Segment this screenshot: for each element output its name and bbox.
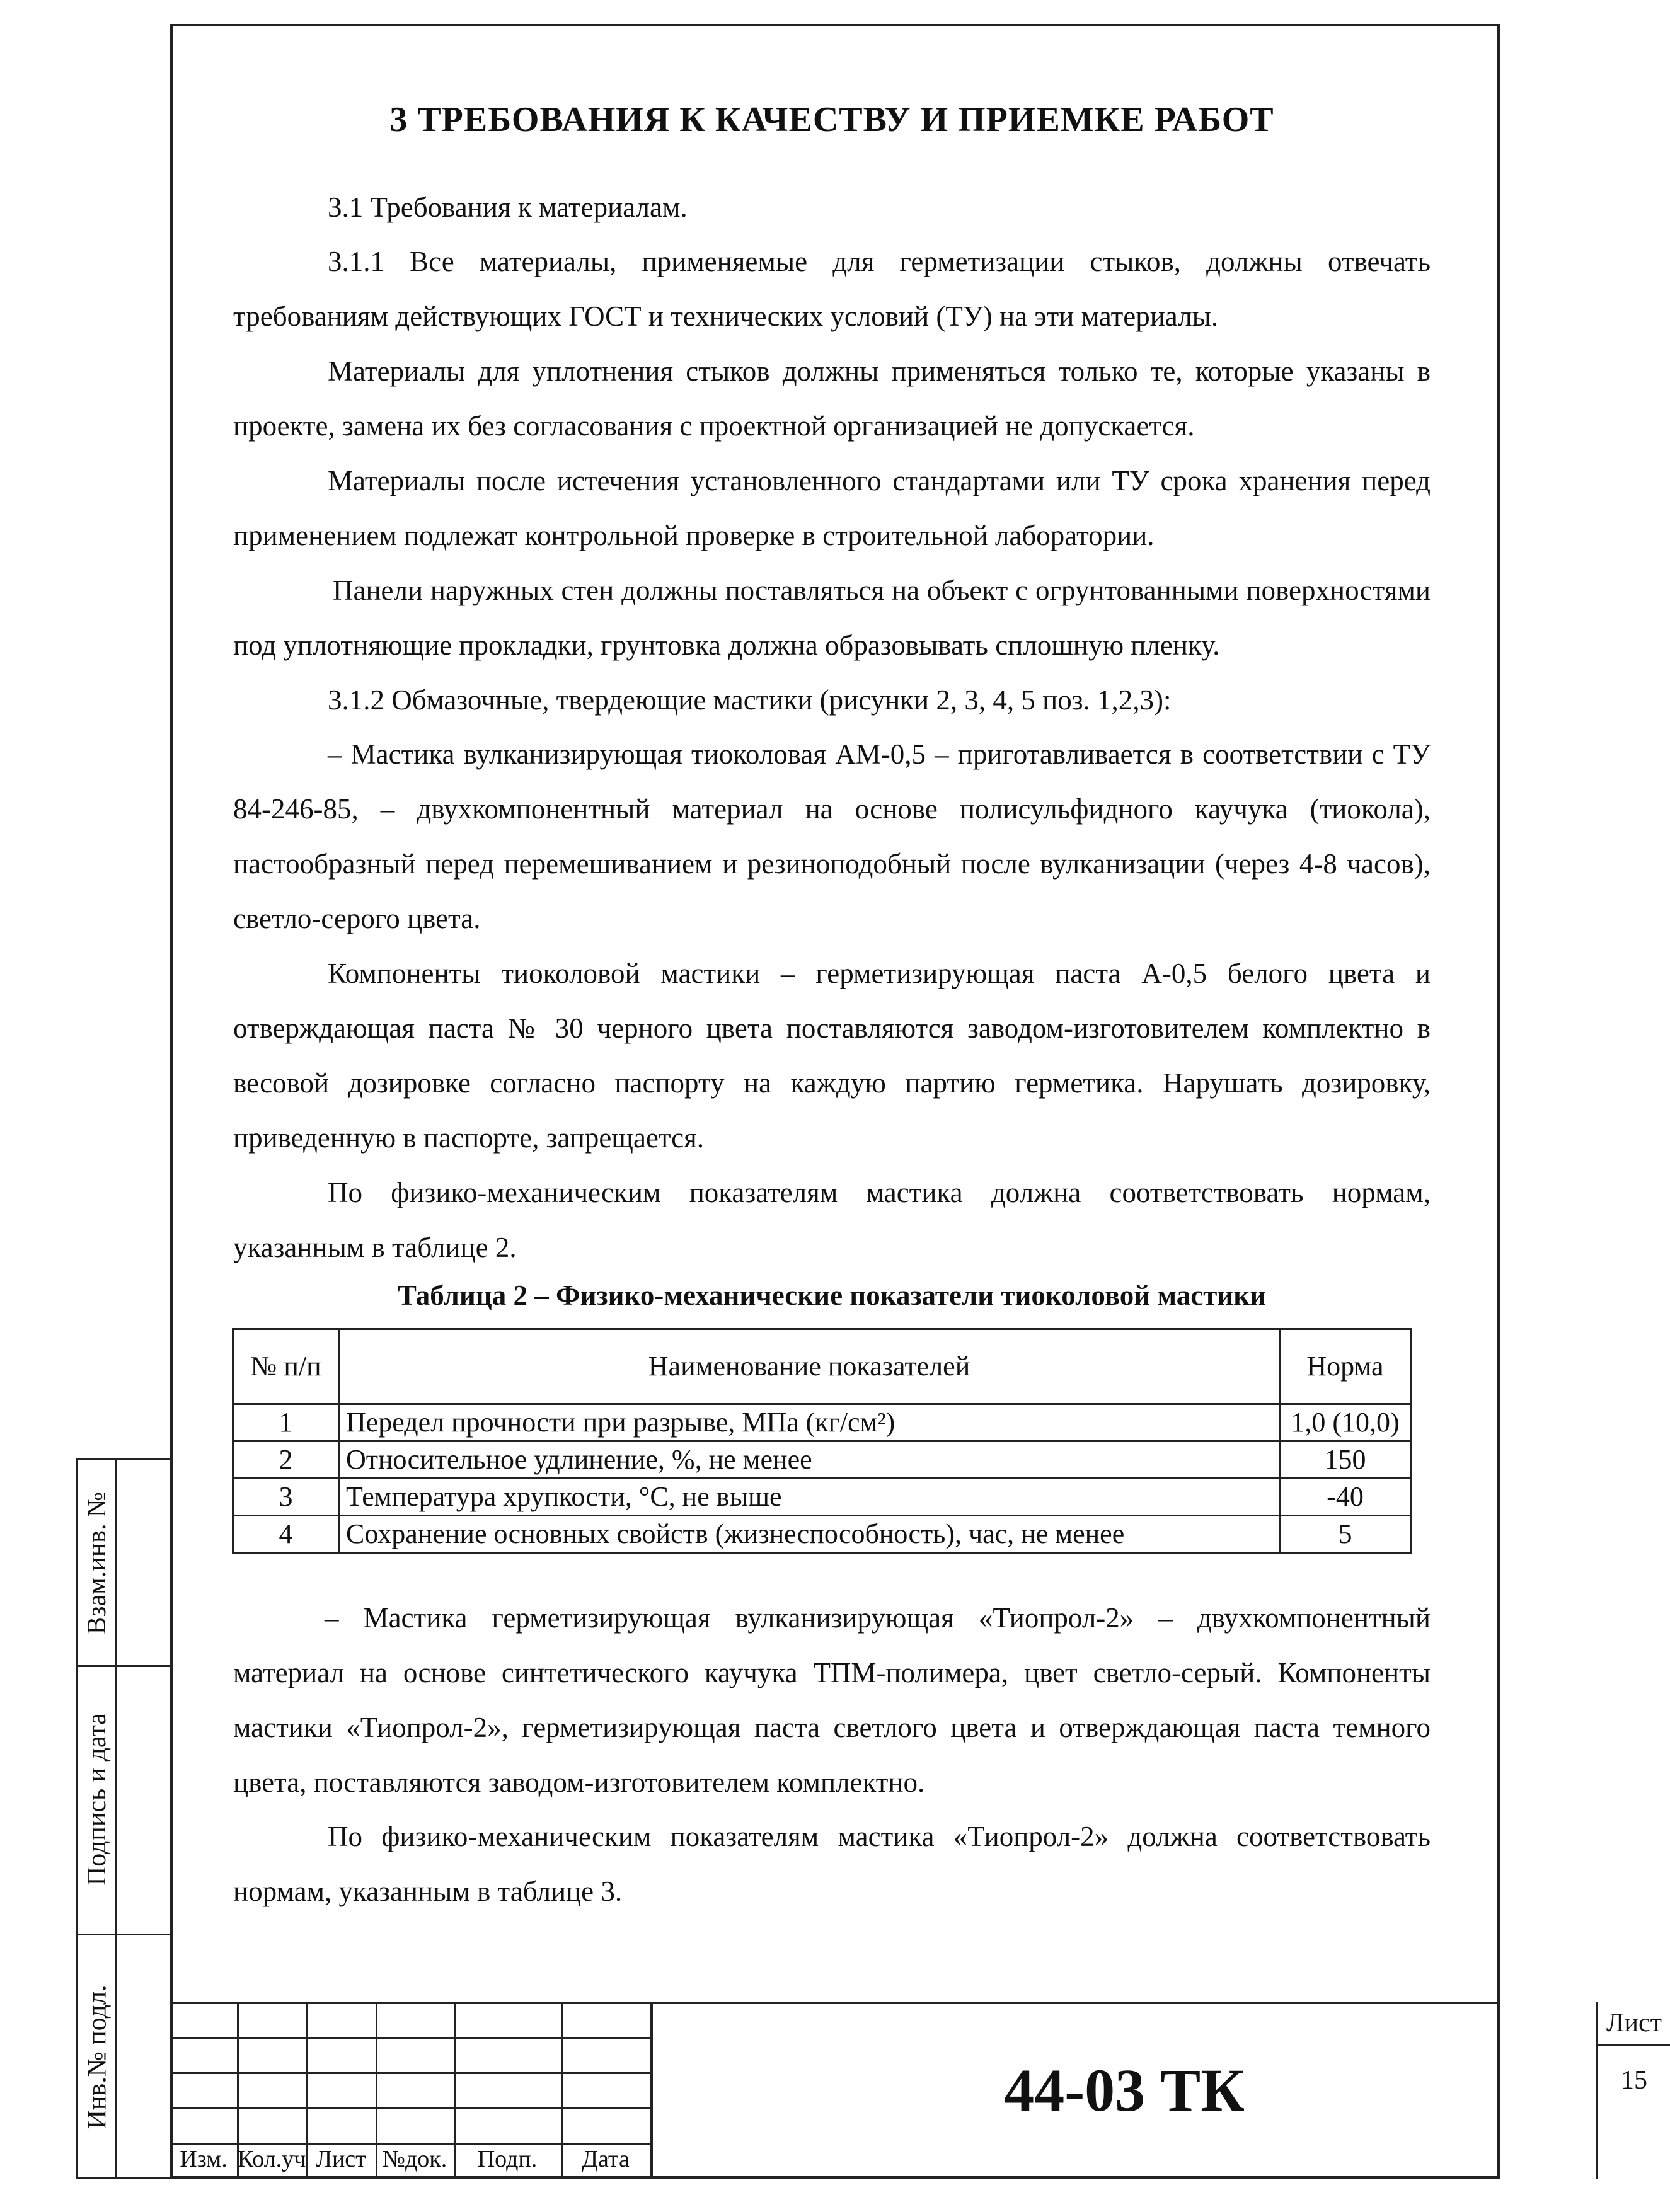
title-block bbox=[170, 2002, 1662, 2179]
side-vzam: Взам.инв. № bbox=[83, 1491, 112, 1634]
table-row bbox=[233, 1441, 1411, 1479]
paragraph-components: Компоненты тиоколовой мастики – герметизирующая паста А-0,5 белого цвета и отверждающая паста № 30 черного цвета поставляются заводом-изготовителем комплектно в весовой дозировке согласно паспорту на каждую партию герметика. Нарушать дозировку, приведенную в паспорте, запрещается. bbox=[233, 958, 1431, 1154]
tb-list: Лист bbox=[316, 2146, 366, 2172]
row-name: Передел прочности при разрыве, МПа (кг/см²) bbox=[339, 1404, 1280, 1441]
row-norm: 5 bbox=[1280, 1516, 1411, 1553]
table-row bbox=[233, 1479, 1411, 1516]
row-name: Температура хрупкости, °С, не выше bbox=[339, 1479, 1280, 1516]
tb-kolych: Кол.уч bbox=[237, 2146, 306, 2172]
paragraph-3-1-2: 3.1.2 Обмазочные, твердеющие мастики (рисунки 2, 3, 4, 5 поз. 1,2,3): bbox=[328, 684, 1172, 716]
row-norm: -40 bbox=[1280, 1479, 1411, 1516]
paragraph-3-1-1: 3.1.1 Все материалы, применяемые для герметизации стыков, должны отвечать требованиям действующих ГОСТ и технических условий (ТУ) на эти материалы. bbox=[233, 246, 1431, 332]
row-norm: 1,0 (10,0) bbox=[1280, 1404, 1411, 1441]
tb-ndok: №док. bbox=[382, 2146, 447, 2172]
section-heading: 3 ТРЕБОВАНИЯ К КАЧЕСТВУ И ПРИЕМКЕ РАБОТ bbox=[389, 100, 1274, 139]
side-stamp bbox=[76, 1458, 170, 2179]
row-name: Относительное удлинение, %, не менее bbox=[339, 1441, 1280, 1479]
table-row bbox=[233, 1516, 1411, 1553]
paragraph-panels: Панели наружных стен должны поставляться на объект с огрунтованными поверхностями под уплотняющие прокладки, грунтовка должна образовывать сплошную пленку. bbox=[233, 575, 1431, 661]
paragraph-norms-table3: По физико-механическим показателям мастика «Тиопрол-2» должна соответствовать нормам, указанным в таблице 3. bbox=[233, 1821, 1431, 1907]
title-block-grid bbox=[170, 2002, 650, 2179]
paragraph-am05: – Мастика вулканизирующая тиоколовая АМ-0,5 – приготавливается в соответствии с ТУ 84-246-85, – двухкомпонентный материал на основе полисульфидного каучука (тиокола), пастообразный перед перемешиванием и резиноподобный после вулканизации (через 4-8 часов), светло-серого цвета. bbox=[233, 738, 1431, 934]
row-num: 4 bbox=[233, 1516, 339, 1553]
paragraph-tioprol: – Мастика герметизирующая вулканизирующая «Тиопрол-2» – двухкомпонентный материал на основе синтетического каучука ТПМ-полимера, цвет светло-серый. Компоненты мастики «Тиопрол-2», герметизирующая паста светлого цвета и отверждающая паста темного цвета, поставляются заводом-изготовителем комплектно. bbox=[233, 1602, 1431, 1798]
table-header-row bbox=[233, 1329, 1411, 1404]
paragraph-materials-seal: Материалы для уплотнения стыков должны применяться только те, которые указаны в проекте, замена их без согласования с проектной организацией не допускается. bbox=[233, 355, 1431, 442]
row-num: 1 bbox=[233, 1404, 339, 1441]
paragraph-norms-table2: По физико-механическим показателям мастика должна соответствовать нормам, указанным в таблице 2. bbox=[233, 1177, 1431, 1263]
row-name: Сохранение основных свойств (жизнеспособность), час, не менее bbox=[339, 1516, 1280, 1553]
sheet-label: Лист bbox=[1598, 2002, 1670, 2046]
paragraph-materials-expired: Материалы после истечения установленного стандартами или ТУ срока хранения перед применением подлежат контрольной проверке в строительной лаборатории. bbox=[233, 465, 1431, 551]
header-num: № п/п bbox=[233, 1329, 339, 1404]
document-code: 44-03 ТК bbox=[650, 2002, 1598, 2179]
table2-caption: Таблица 2 – Физико-механические показатели тиоколовой мастики bbox=[397, 1280, 1267, 1311]
table-row bbox=[233, 1404, 1411, 1441]
subsection-3-1: 3.1 Требования к материалам. bbox=[328, 192, 688, 223]
side-inv: Инв.№ подл. bbox=[83, 1985, 112, 2129]
table2 bbox=[232, 1328, 1412, 1554]
row-num: 2 bbox=[233, 1441, 339, 1479]
tb-podp: Подп. bbox=[477, 2146, 538, 2172]
tb-data: Дата bbox=[582, 2146, 630, 2172]
header-name: Наименование показателей bbox=[339, 1329, 1280, 1404]
row-norm: 150 bbox=[1280, 1441, 1411, 1479]
sheet-number: 15 bbox=[1621, 2066, 1647, 2095]
tb-izm: Изм. bbox=[180, 2146, 227, 2172]
side-podpis: Подпись и дата bbox=[83, 1712, 112, 1886]
header-norm: Норма bbox=[1280, 1329, 1411, 1404]
row-num: 3 bbox=[233, 1479, 339, 1516]
